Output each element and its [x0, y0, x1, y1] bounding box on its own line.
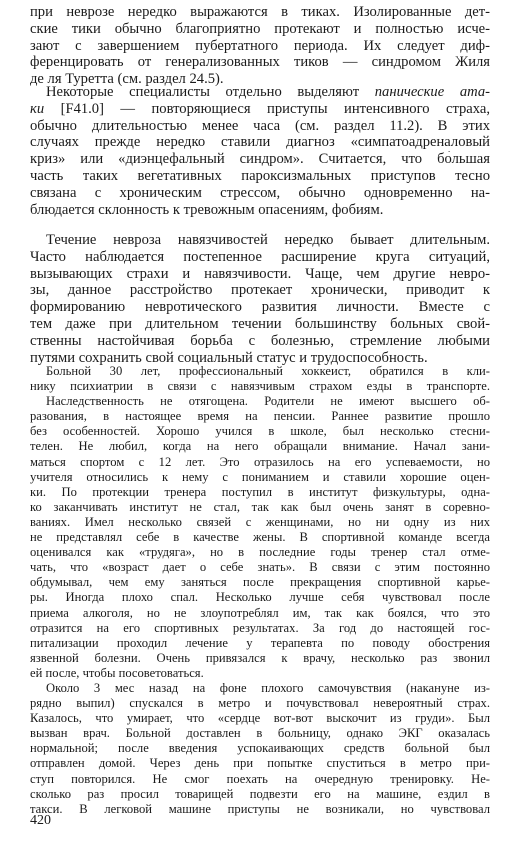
text-line: блюдается склонность к тревожным опасениям, фобиям.: [30, 201, 384, 218]
text-line: путями сохранить свой социальный статус и трудоспособность.: [30, 349, 428, 366]
text-line: ственны настойчивая борьба с болезнью, стремление любыми: [30, 332, 490, 349]
text-line: Часто наблюдается постепенное расширение круга ситуаций,: [30, 248, 490, 265]
text-line: ваниях. Имел несколько связей с женщинами, но ни одну из них: [30, 514, 490, 529]
text-line: де ля Туретта (см. раздел 24.5).: [30, 71, 224, 88]
paragraph-course: [30, 232, 490, 366]
clinical-case: [30, 364, 490, 817]
text-line: учителя относились к нему с пониманием и ставили хорошие оцен-: [30, 469, 490, 484]
text-line: Около 3 мес назад на фоне плохого самочувствия (накануне из-: [46, 680, 490, 695]
text-line: Наследственность не отягощена. Родители не имеют высшего об-: [46, 394, 490, 409]
text-line: чать, что «возраст дает о себе знать». В связи с этим постоянно: [30, 560, 490, 575]
text-line: приема алкоголя, но не злоупотреблял им, так как боялся, что это: [30, 605, 490, 620]
text-line: телен. Не любил, когда на него обращали внимание. Начал зани-: [30, 439, 490, 454]
paragraph-tics: [30, 4, 490, 88]
text-line: зают с завершением пубертатного периода. Их следует диф-: [30, 37, 490, 54]
text-line: ки [F41.0] — повторяющиеся приступы интенсивного страха,: [30, 100, 490, 117]
text-line: связана с хроническим стрессом, обычно одновременно на-: [30, 184, 490, 201]
text-line: Течение невроза навязчивостей нередко бывает длительным.: [46, 232, 490, 248]
text-line: обычно длительностью менее часа (см. раздел 11.2). В этих: [30, 117, 490, 134]
text-line: при неврозе нередко выражаются в тиках. Изолированные дет-: [30, 4, 490, 20]
text-line: тем даже при длительном течении большинству больных свой-: [30, 315, 490, 332]
text-line: ступ повторился. Не смог поехать на очередную тренировку. Не-: [30, 771, 490, 786]
text-line: вызывающих страхи и навязчивости. Чаще, чем другие невро-: [30, 265, 490, 282]
text-line: зы, данное расстройство протекает хронически, приводит к: [30, 282, 490, 299]
text-line: ские тики обычно благоприятно протекают и полностью исче-: [30, 20, 490, 37]
text-line: отправлен домой. Через день при попытке спуститься в метро при-: [30, 756, 490, 771]
text-line: без особенностей. Хорошо учился в школе, был несколько стесни-: [30, 424, 490, 439]
text-line: Казалось, что умирает, что «сердце вот-вот выскочит из груди». Был: [30, 711, 490, 726]
text-line: маться спортом с 12 лет. Это отразилось на его успеваемости, но: [30, 454, 490, 469]
text-line: отразится на его спортивных результатах. За год до настоящей гос-: [30, 620, 490, 635]
text-line: не представлял себе в качестве жены. В спортивной команде всегда: [30, 530, 490, 545]
paragraph-panic-attacks: [30, 84, 490, 218]
text-line: ки. По протекции тренера поступил в институт физкультуры, одна-: [30, 484, 490, 499]
text-line: ко заканчивать институт не стал, так как был очень занят в соревно-: [30, 499, 490, 514]
text-line: Некоторые специалисты отдельно выделяют панические ата-: [46, 84, 490, 100]
text-line: оценивался как «трудяга», но в последние годы тренер стал отме-: [30, 545, 490, 560]
text-line: обдумывал, чем ему заняться после прекращения спортивной карье-: [30, 575, 490, 590]
text-line: криз» или «диэнцефальный синдром». Считается, что бо́льшая: [30, 151, 490, 168]
text-line: Больной 30 лет, профессиональный хоккеист, обратился в кли-: [46, 364, 490, 378]
text-line: такси. В легковой машине приступы не возникали, но чувствовал: [30, 801, 490, 816]
text-line: ры. Иногда плохо спал. Несколько лучше себя чувствовал после: [30, 590, 490, 605]
text-line: нику психиатрии в связи с навязчивым страхом езды в транспорте.: [30, 379, 490, 394]
text-line: питализации проходил лечение у терапевта по поводу обострения: [30, 635, 490, 650]
page-number: 420: [30, 813, 51, 828]
text-line: нормальной; после введения успокаивающих средств больной был: [30, 741, 490, 756]
text-line: случаях прежде нередко ставили диагноз «симпатоадреналовый: [30, 134, 490, 151]
text-line: формированию невротического развития личности. Вместе с: [30, 299, 490, 316]
text-line: разования, в настоящее время на пенсии. Раннее развитие прошло: [30, 409, 490, 424]
text-line: язвенной болезни. Очень привязался к врачу, несколько раз звонил: [30, 650, 490, 665]
text-line: сколько раз просил товарищей подвезти его на машине, ездил в: [30, 786, 490, 801]
text-line: рядно выпил) спускался в метро и почувствовал невероятный страх.: [30, 696, 490, 711]
text-line: ей после, чтобы посоветоваться.: [30, 665, 204, 680]
text-line: ференцировать от генерализованных тиков — синдромом Жиля: [30, 54, 490, 71]
text-line: часть таких вегетативных пароксизмальных приступов тесно: [30, 167, 490, 184]
text-line: вызван врач. Больной доставлен в больницу, однако ЭКГ оказалась: [30, 726, 490, 741]
